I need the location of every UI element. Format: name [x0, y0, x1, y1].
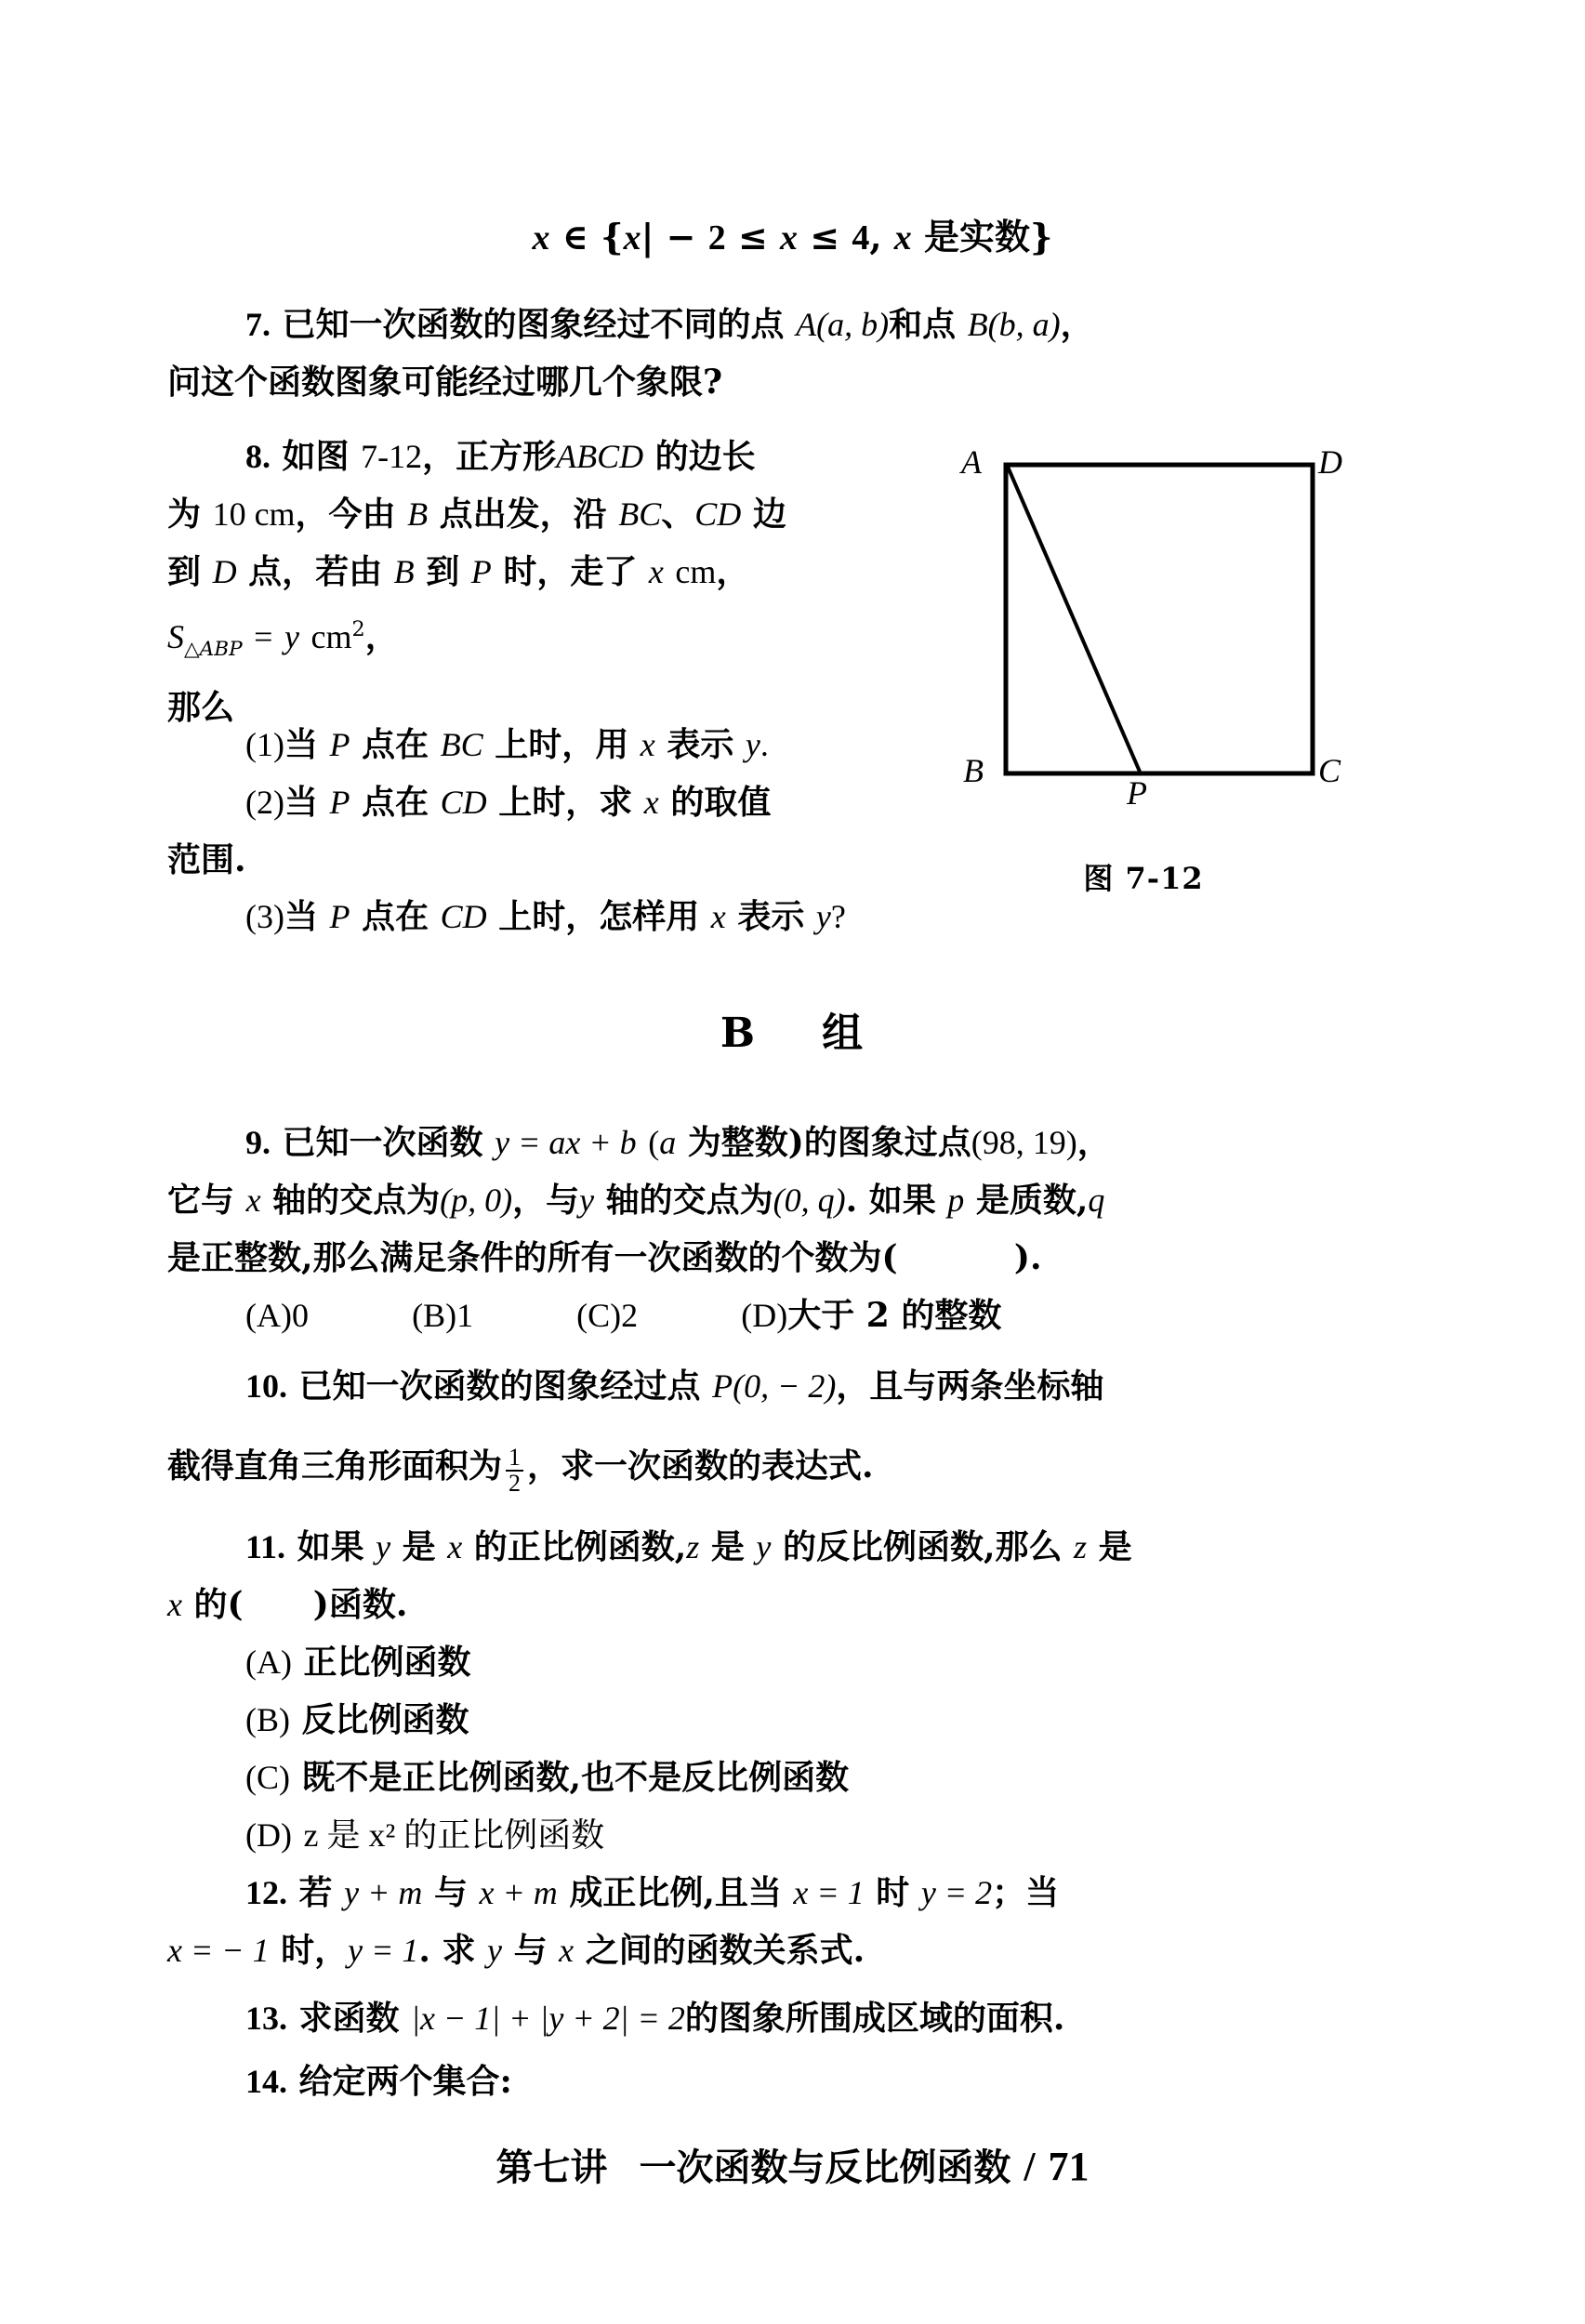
formula-real-numbers-text: 是实数: [924, 216, 1031, 257]
problem-8-figure-ref: 7-12: [361, 438, 423, 475]
problem-9-l1-c: 为整数)的图象过点: [687, 1123, 971, 1162]
formula-two: 2: [707, 218, 726, 257]
formula-open-brace: {: [601, 216, 624, 257]
problem-8-l3-b: 点，若由: [248, 552, 383, 591]
problem-8-l4-comma: ，: [364, 617, 399, 656]
problem-8-text-a: 如图: [282, 437, 350, 476]
figure-label-a: A: [961, 443, 982, 481]
problem-9-point-98-19: (98, 19): [971, 1124, 1077, 1161]
problem-7-point-a: A(a, b): [796, 306, 890, 343]
problem-8-line-2: [167, 485, 939, 543]
problem-10-l1-b: ，且与两条坐标轴: [836, 1367, 1104, 1406]
problem-8-thus-text: 那么: [167, 688, 235, 728]
formula-x2: x: [623, 218, 641, 257]
problem-8-seg-cd: CD: [694, 495, 742, 533]
problem-11-line-1: [167, 1518, 1385, 1576]
problem-8-number: 8.: [245, 438, 271, 475]
problem-12-number: 12.: [245, 1874, 287, 1911]
problem-9-point-0q: (0, q): [773, 1182, 846, 1219]
problem-8-unit-cm: cm: [675, 553, 717, 590]
problem-8-area-symbol: S: [167, 618, 184, 655]
formula-four: 4: [852, 218, 870, 257]
problem-12-var-y: y: [487, 1932, 503, 1969]
problem-12-line-2: [167, 1921, 1385, 1979]
problem-9-choice-c[interactable]: [576, 1296, 638, 1335]
problem-10: [167, 1346, 1385, 1506]
problem-10-fraction-one-half: [506, 1446, 523, 1496]
problem-8-sub-1-var-y: y: [745, 726, 760, 763]
problem-10-l1-a: 已知一次函数的图象经过点: [298, 1367, 701, 1406]
problem-8-l3-a: 到: [167, 552, 202, 591]
figure-label-d: D: [1318, 443, 1342, 481]
section-heading-b: [0, 999, 1585, 1059]
problem-11-l2-a: 的(: [193, 1585, 244, 1624]
problem-9-choice-b[interactable]: [412, 1296, 473, 1335]
problem-11-var-z2: z: [1074, 1528, 1088, 1565]
problem-9-var-q: q: [1088, 1182, 1105, 1219]
problem-8-text-c: 的边长: [654, 437, 756, 476]
problem-11-answer-blank: [244, 1585, 313, 1624]
problem-14: [167, 2053, 1385, 2110]
problem-12: [167, 1864, 1385, 1979]
footer-page-number: 71: [1048, 2144, 1090, 2189]
problem-8-l2-d: 、: [661, 495, 695, 534]
problem-11-line-2: [167, 1576, 1385, 1633]
formula-le-1: ≤: [737, 216, 768, 257]
problem-11-l2-b: )函数.: [312, 1585, 408, 1624]
problem-14-number: 14.: [245, 2063, 287, 2100]
problem-8-sub-2-line2: 范围.: [167, 840, 246, 879]
problem-8-sub-1-point-p: P: [329, 726, 350, 763]
problem-8-sub-3-point-p: P: [329, 898, 350, 935]
figure-7-12: [948, 437, 1342, 812]
problem-9-choices-row: [167, 1287, 1385, 1344]
problem-8-point-d: D: [212, 553, 237, 590]
problem-8-l2-a: 为: [167, 495, 202, 534]
problem-8-sub-2-seg-cd: CD: [440, 784, 487, 821]
figure-label-b: B: [963, 752, 984, 789]
section-heading-letter: B: [720, 1010, 758, 1057]
problem-9-choice-c-tag: (C): [576, 1297, 622, 1334]
problem-10-fraction-numerator: 1: [509, 1444, 521, 1472]
problem-12-expr-y-eq-1: y = 1: [348, 1932, 419, 1969]
problem-7-line-1: [167, 296, 1385, 353]
problem-12-l2-c: 与: [513, 1931, 548, 1970]
problem-8-l2-b: ，今由: [295, 495, 396, 534]
problem-9-l3-b: ).: [1013, 1238, 1042, 1277]
problem-8-var-x: x: [648, 553, 664, 590]
formula-x1: x: [532, 218, 550, 257]
problem-11-var-z: z: [686, 1528, 700, 1565]
problem-11-choice-b-text: 反比例函数: [301, 1700, 469, 1739]
problem-12-l1-b: 与: [433, 1873, 468, 1912]
problem-7-line-2: [167, 353, 1385, 411]
problem-11-choice-d[interactable]: [167, 1806, 1385, 1864]
problem-10-line-1: [167, 1346, 1385, 1426]
problem-9-answer-blank: [898, 1238, 1014, 1277]
problem-11-l1-f: 是: [1098, 1527, 1132, 1566]
square-outline: [1006, 465, 1313, 773]
problem-7-number: 7.: [245, 306, 271, 343]
problem-8-sub-1-c: 上时，用: [495, 725, 629, 764]
problem-9: [167, 1114, 1385, 1287]
section-heading-word: 组: [822, 1010, 865, 1057]
problem-8-line-1: [167, 428, 939, 485]
problem-11-choice-c-text: 既不是正比例函数,也不是反比例函数: [301, 1758, 850, 1797]
problem-11-l1-d: 是: [710, 1527, 745, 1566]
problem-8-sub-1-var-x: x: [640, 726, 655, 763]
figure-caption: 图 7-12: [1083, 861, 1204, 896]
problem-9-var-p: p: [947, 1182, 965, 1219]
problem-8-sub-2-c: 上时，求: [498, 783, 633, 822]
problem-12-expr-x-eq-1: x = 1: [793, 1874, 865, 1911]
problem-12-line-1: [167, 1864, 1385, 1921]
problem-8-area-subscript: △ABP: [184, 638, 243, 662]
problem-9-function-expression: y = ax + b: [495, 1124, 637, 1161]
problem-8-var-y: y: [284, 618, 299, 655]
problem-9-l2-e: . 如果: [845, 1181, 936, 1220]
problem-8-sub-3-a: 当: [284, 897, 318, 936]
problem-9-axis-y: y: [579, 1182, 595, 1219]
formula-x4: x: [893, 218, 912, 257]
problem-11-l1-c: 的正比例函数,: [473, 1527, 687, 1566]
problem-8-sub-2-d: 的取值: [670, 783, 772, 822]
problem-8-l3-d: 时，走了: [503, 552, 638, 591]
problem-7-text-c: ，: [1060, 305, 1094, 344]
problem-11-choice-d-tag: (D): [245, 1816, 292, 1854]
problem-11-var-x: x: [447, 1528, 463, 1565]
problem-13-equation: |x − 1| + |y + 2| = 2: [411, 2000, 685, 2037]
problem-12-l2-b: . 求: [418, 1931, 476, 1970]
problem-8: [167, 428, 939, 736]
problem-9-choice-c-text: 2: [621, 1297, 639, 1334]
problem-8-sub-1-b: 点在: [362, 725, 429, 764]
problem-9-l2-c: ，与: [512, 1181, 580, 1220]
problem-9-l2-b: 轴的交点为: [272, 1181, 441, 1220]
problem-9-choices: [167, 1287, 1385, 1344]
problem-8-l3-e: ，: [716, 552, 750, 591]
problem-8-l2-e: 边: [752, 495, 786, 534]
problem-11-l2-var-x: x: [167, 1586, 182, 1623]
top-formula: [0, 208, 1585, 259]
problem-12-l2-a: 时，: [281, 1931, 349, 1970]
problem-8-line-4: [167, 601, 939, 679]
problem-10-point-p: P(0, − 2): [712, 1367, 837, 1405]
problem-8-sub-3-var-x: x: [710, 898, 726, 935]
problem-9-l1-a: 已知一次函数: [282, 1123, 483, 1162]
problem-12-expr-x-plus-m: x + m: [479, 1874, 558, 1911]
problem-9-axis-x: x: [245, 1182, 261, 1219]
formula-element-of: ∈: [561, 216, 588, 257]
problem-11-var-y: y: [376, 1528, 391, 1565]
problem-10-fraction-denominator: 2: [506, 1470, 523, 1496]
problem-7-text-line2: 问这个函数图象可能经过哪几个象限?: [167, 363, 723, 402]
problem-9-l1-d: ，: [1076, 1123, 1111, 1162]
problem-9-choice-b-tag: (B): [412, 1297, 457, 1334]
problem-9-point-p0: (p, 0): [440, 1182, 513, 1219]
problem-8-line-3: [167, 543, 939, 601]
problem-9-l3-a: 是正整数,那么满足条件的所有一次函数的个数为(: [167, 1238, 898, 1277]
problem-11: [167, 1518, 1385, 1633]
problem-9-choice-a[interactable]: [245, 1296, 309, 1335]
problem-8-sub-1-a: 当: [284, 725, 318, 764]
problem-11-l1-a: 如果: [297, 1527, 364, 1566]
problem-8-l2-c: 点出发，沿: [439, 495, 607, 534]
problem-9-line-3: [167, 1229, 1385, 1287]
problem-9-l2-a: 它与: [167, 1181, 235, 1220]
problem-9-choice-d-text: 大于 2 的整数: [787, 1296, 1002, 1335]
page-footer: [0, 2138, 1585, 2191]
problem-9-line-1: [167, 1114, 1385, 1171]
footer-slash: /: [1024, 2144, 1036, 2189]
problem-8-point-b2: B: [393, 553, 415, 590]
problem-9-l2-d: 轴的交点为: [605, 1181, 773, 1220]
problem-13-b: 的图象所围成区域的面积.: [684, 1999, 1065, 2038]
problem-8-sub-1: [167, 716, 939, 773]
problem-9-choice-d-tag: (D): [741, 1297, 788, 1334]
problem-8-subitems-left: [167, 716, 939, 889]
problem-12-expr-x-eq-neg1: x = − 1: [167, 1932, 270, 1969]
problem-11-choice-b-tag: (B): [245, 1701, 290, 1738]
problem-14-a: 给定两个集合:: [298, 2062, 512, 2101]
problem-8-sub-2-a: 当: [284, 783, 318, 822]
problem-11-l1-b: 是: [402, 1527, 436, 1566]
problem-9-l2-f: 是质数,: [975, 1181, 1089, 1220]
problem-10-l2-a: 截得直角三角形面积为: [167, 1446, 503, 1486]
problem-8-sub-1-period: .: [759, 726, 769, 763]
problem-10-number: 10.: [245, 1367, 287, 1405]
problem-13-number: 13.: [245, 2000, 287, 2037]
problem-8-sub-3-c: 上时，怎样用: [498, 897, 700, 936]
problem-8-sub-2-tag: (2): [245, 784, 284, 821]
segment-ap: [1008, 467, 1140, 772]
problem-9-choice-d[interactable]: [741, 1296, 1001, 1335]
problem-8-sub-3-seg-cd: CD: [440, 898, 487, 935]
problem-10-line-2: [167, 1426, 1385, 1506]
footer-title: 一次函数与反比例函数: [639, 2146, 1011, 2189]
figure-label-p: P: [1127, 774, 1147, 812]
problem-8-sub-1-seg-bc: BC: [440, 726, 483, 763]
problem-9-number: 9.: [245, 1124, 271, 1161]
problem-8-square-abcd: ABCD: [556, 438, 644, 475]
footer-chapter: 第七讲: [495, 2146, 608, 2189]
figure-label-c: C: [1318, 752, 1341, 789]
problem-12-l1-e: ；当: [992, 1873, 1060, 1912]
problem-12-var-x: x: [559, 1932, 575, 1969]
problem-8-sub-3-question-mark: ?: [830, 898, 846, 935]
problem-9-var-a: a: [659, 1124, 677, 1161]
problem-8-sub-1-d: 表示: [667, 725, 734, 764]
problem-12-l1-a: 若: [298, 1873, 333, 1912]
problem-8-sub-2-b: 点在: [362, 783, 429, 822]
problem-8-unit-cm2: cm: [310, 618, 352, 655]
problem-8-seg-bc: BC: [618, 495, 662, 533]
formula-close-brace: }: [1030, 216, 1053, 257]
formula-comma: ,: [869, 216, 882, 257]
problem-8-sub-2-cont: [167, 831, 939, 889]
problem-8-equals: =: [254, 618, 273, 655]
formula-le-2: ≤: [810, 216, 840, 257]
problem-8-text-b: ，正方形: [422, 437, 557, 476]
formula-minus: −: [666, 216, 696, 257]
problem-13: [167, 1989, 1385, 2047]
square-abcd-drawing: [948, 437, 1339, 809]
problem-8-sub-2-point-p: P: [329, 784, 350, 821]
problem-12-l2-d: 之间的函数关系式.: [585, 1931, 865, 1970]
problem-7-text-b: 和点: [889, 305, 957, 344]
problem-9-choice-b-text: 1: [456, 1297, 474, 1334]
problem-7: [167, 296, 1385, 411]
problem-8-l3-c: 到: [426, 552, 460, 591]
problem-12-expr-y-eq-2: y = 2: [920, 1874, 993, 1911]
problem-11-choice-c-tag: (C): [245, 1759, 290, 1796]
problem-8-point-p: P: [470, 553, 492, 590]
problem-12-expr-y-plus-m: y + m: [344, 1874, 423, 1911]
problem-7-point-b: B(b, a): [967, 306, 1061, 343]
formula-vertical-bar: |: [641, 216, 654, 257]
problem-8-sub-3-tag: (3): [245, 898, 284, 935]
problem-8-sub-3-b: 点在: [362, 897, 429, 936]
problem-9-choice-a-tag: (A): [245, 1297, 292, 1334]
problem-8-sub-2: [167, 773, 939, 831]
problem-11-choice-c[interactable]: [167, 1749, 1385, 1806]
problem-8-sub-2-var-x: x: [643, 784, 659, 821]
problem-8-sub-3-var-y: y: [815, 898, 831, 935]
problem-9-l1-open-paren: (: [648, 1124, 660, 1161]
problem-11-choice-a[interactable]: [167, 1633, 1385, 1691]
problem-11-choice-a-text: 正比例函数: [303, 1643, 471, 1682]
problem-8-sub-3-d: 表示: [737, 897, 805, 936]
problem-13-a: 求函数: [298, 1999, 400, 2038]
problem-8-sub-1-tag: (1): [245, 726, 284, 763]
problem-12-l1-c: 成正比例,且当: [569, 1873, 782, 1912]
problem-11-choices: [167, 1633, 1385, 1864]
formula-x3: x: [780, 218, 799, 257]
problem-9-line-2: [167, 1171, 1385, 1229]
problem-10-l2-b: ，求一次函数的表达式.: [526, 1446, 874, 1486]
problem-11-l1-e: 的反比例函数,那么: [782, 1527, 1063, 1566]
problem-8-side-length: 10 cm: [212, 495, 296, 533]
problem-11-choice-a-tag: (A): [245, 1644, 292, 1681]
problem-11-choice-d-text: z 是 x² 的正比例函数: [303, 1816, 605, 1854]
problem-11-number: 11.: [245, 1528, 286, 1565]
problem-7-text-a: 已知一次函数的图象经过不同的点: [282, 305, 785, 344]
problem-11-var-y2: y: [756, 1528, 772, 1565]
problem-8-point-b: B: [407, 495, 429, 533]
problem-9-choice-a-text: 0: [291, 1297, 309, 1334]
problem-12-l1-d: 时: [876, 1873, 910, 1912]
problem-8-unit-exponent: 2: [351, 617, 365, 641]
problem-11-choice-b[interactable]: [167, 1691, 1385, 1749]
